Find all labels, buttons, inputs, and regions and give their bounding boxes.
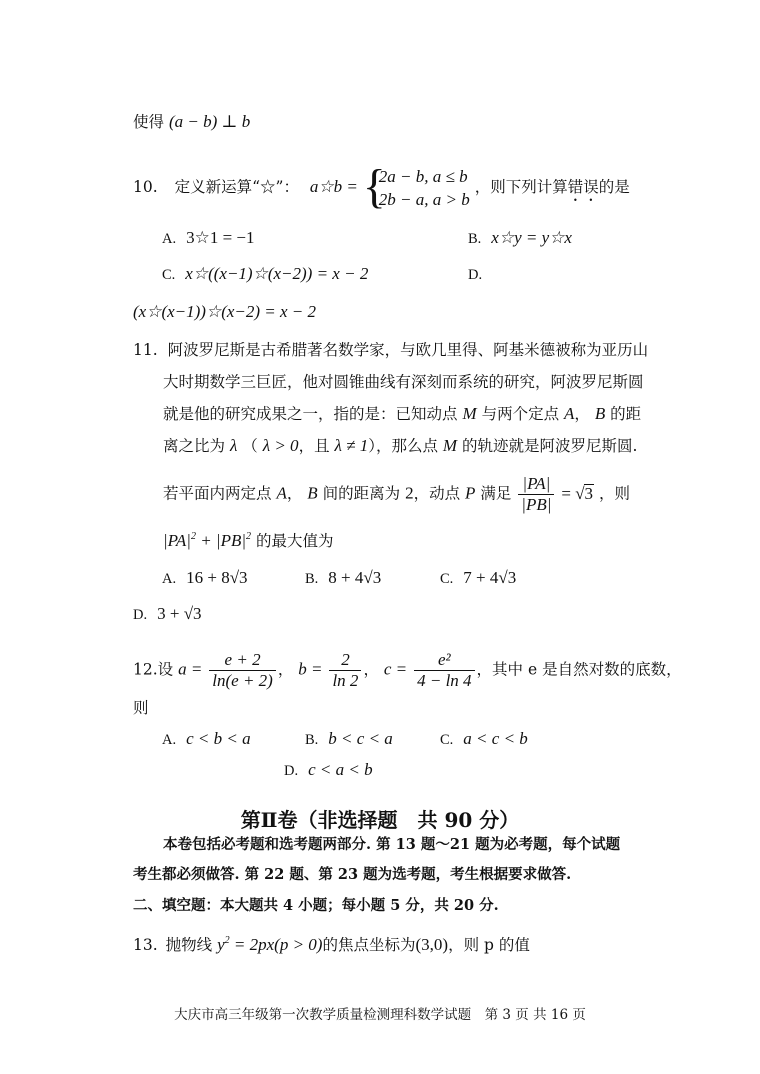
q10-option-d[interactable]: (x☆(x−1))☆(x−2) = x − 2 bbox=[133, 302, 317, 321]
q10-option-c[interactable]: C. x☆((x−1)☆(x−2)) = x − 2 bbox=[162, 264, 369, 283]
q10-option-a[interactable]: A. 3☆1 = −1 bbox=[162, 228, 255, 247]
q11-line-2: 大时期数学三巨匠，他对圆锥曲线有深刻而系统的研究，阿波罗尼斯圆 bbox=[163, 373, 644, 391]
q10-option-b[interactable]: B. x☆y = y☆x bbox=[468, 228, 572, 247]
section-title: 第Ⅱ卷（非选择题 共 90 分） bbox=[240, 808, 520, 832]
q12-option-b[interactable]: B. b < c < a bbox=[305, 729, 393, 748]
q12-c-fraction: $\frac{\text{e²}}{4 - \ln 4}$ bbox=[414, 650, 474, 691]
section-intro-1: 本卷包括必考题和选考题两部分. 第 13 题～21 题为必考题，每个试题 bbox=[163, 836, 621, 853]
vector-condition-expr: (a − b) ⊥ b bbox=[168, 112, 251, 131]
q12-number: 12. bbox=[133, 660, 158, 679]
q11-number: 11. bbox=[133, 341, 158, 359]
q12-line-2: 则 bbox=[133, 699, 149, 717]
section-intro-2: 考生都必须做答. 第 22 题、第 23 题为选考题，考生根据要求做答. bbox=[133, 866, 572, 883]
q10-tail-post: 的是 bbox=[598, 178, 630, 196]
q11-line-3: 就是他的研究成果之一，指的是：已知动点 M 与两个定点 A， B 的距 bbox=[163, 404, 642, 423]
q13-parabola: $y^2 = 2px(p > 0)$ bbox=[217, 935, 323, 954]
q12-b-fraction: $\frac{2}{\ln 2}$ bbox=[329, 650, 361, 691]
q11-option-b[interactable]: B. 8 + 4√3 bbox=[305, 568, 382, 587]
q10-tail-emphasis: 错误 bbox=[567, 178, 599, 196]
q12-stem: 12.设 a = $\frac{e + 2}{\ln(e + 2)}$ ， b = $\frac{2}{\ln 2}$ ， c = $\frac{\text{e²}}{4 - \ln 4}$ ，其中 e 是自然对数的底数， bbox=[133, 650, 682, 690]
q11-line-6: $|PA|^2 + |PB|^2$ 的最大值为 bbox=[163, 531, 334, 550]
q10-text: 定义新运算“☆”： bbox=[174, 178, 299, 196]
vector-condition-text: 使得 bbox=[133, 113, 165, 131]
q12-option-a[interactable]: A. c < b < a bbox=[162, 729, 251, 748]
q11-option-a[interactable]: A. 16 + 8√3 bbox=[162, 568, 248, 587]
vector-condition-line bbox=[133, 112, 250, 132]
q13-focus: (3,0) bbox=[415, 935, 449, 954]
q11-line-4: 离之比为 λ （ λ > 0，且 λ ≠ 1），那么点 M 的轨迹就是阿波罗尼斯圆. bbox=[163, 436, 638, 455]
q11-line-5: 若平面内两定点 A， B 间的距离为 2，动点 P 满足 $\frac{|PA|}{|PB|}$ = √3 ，则 bbox=[163, 474, 630, 514]
page-footer: 大庆市高三年级第一次教学质量检测理科数学试题 第 3 页 共 16 页 bbox=[174, 1007, 586, 1023]
q13-number: 13. bbox=[133, 936, 158, 954]
q11-option-c[interactable]: C. 7 + 4√3 bbox=[440, 568, 517, 587]
fill-in-header: 二、填空题：本大题共 4 小题；每小题 5 分，共 20 分. bbox=[133, 897, 499, 914]
q12-option-d[interactable]: D. c < a < b bbox=[284, 760, 373, 779]
q10-piecewise: { 2a − b, a ≤ b 2b − a, a > b bbox=[362, 160, 470, 213]
q11-option-d[interactable]: D. 3 + √3 bbox=[133, 604, 202, 623]
q10-stem bbox=[133, 160, 630, 213]
q10-option-d-label[interactable]: D. bbox=[468, 267, 483, 283]
q11-line-1: 11. 阿波罗尼斯是古希腊著名数学家，与欧几里得、阿基米德被称为亚历山 bbox=[133, 341, 649, 359]
q11-expression: $|PA|^2 + |PB|^2$ bbox=[163, 531, 252, 550]
q10-op: a☆b = bbox=[309, 177, 358, 196]
q10-number: 10. bbox=[133, 178, 158, 196]
q12-option-c[interactable]: C. a < c < b bbox=[440, 729, 528, 748]
q13-stem: 13. 抛物线 $y^2 = 2px(p > 0)$的焦点坐标为(3,0)，则 p 的值 bbox=[133, 935, 530, 954]
q11-ratio-fraction: $\frac{|PA|}{|PB|}$ bbox=[518, 474, 554, 515]
q10-case-2: 2b − a, a > b bbox=[378, 190, 470, 209]
q12-a-fraction: $\frac{e + 2}{\ln(e + 2)}$ bbox=[209, 650, 276, 691]
q10-case-1: 2a − b, a ≤ b bbox=[378, 167, 468, 186]
q10-tail-pre: ，则下列计算 bbox=[474, 178, 568, 196]
